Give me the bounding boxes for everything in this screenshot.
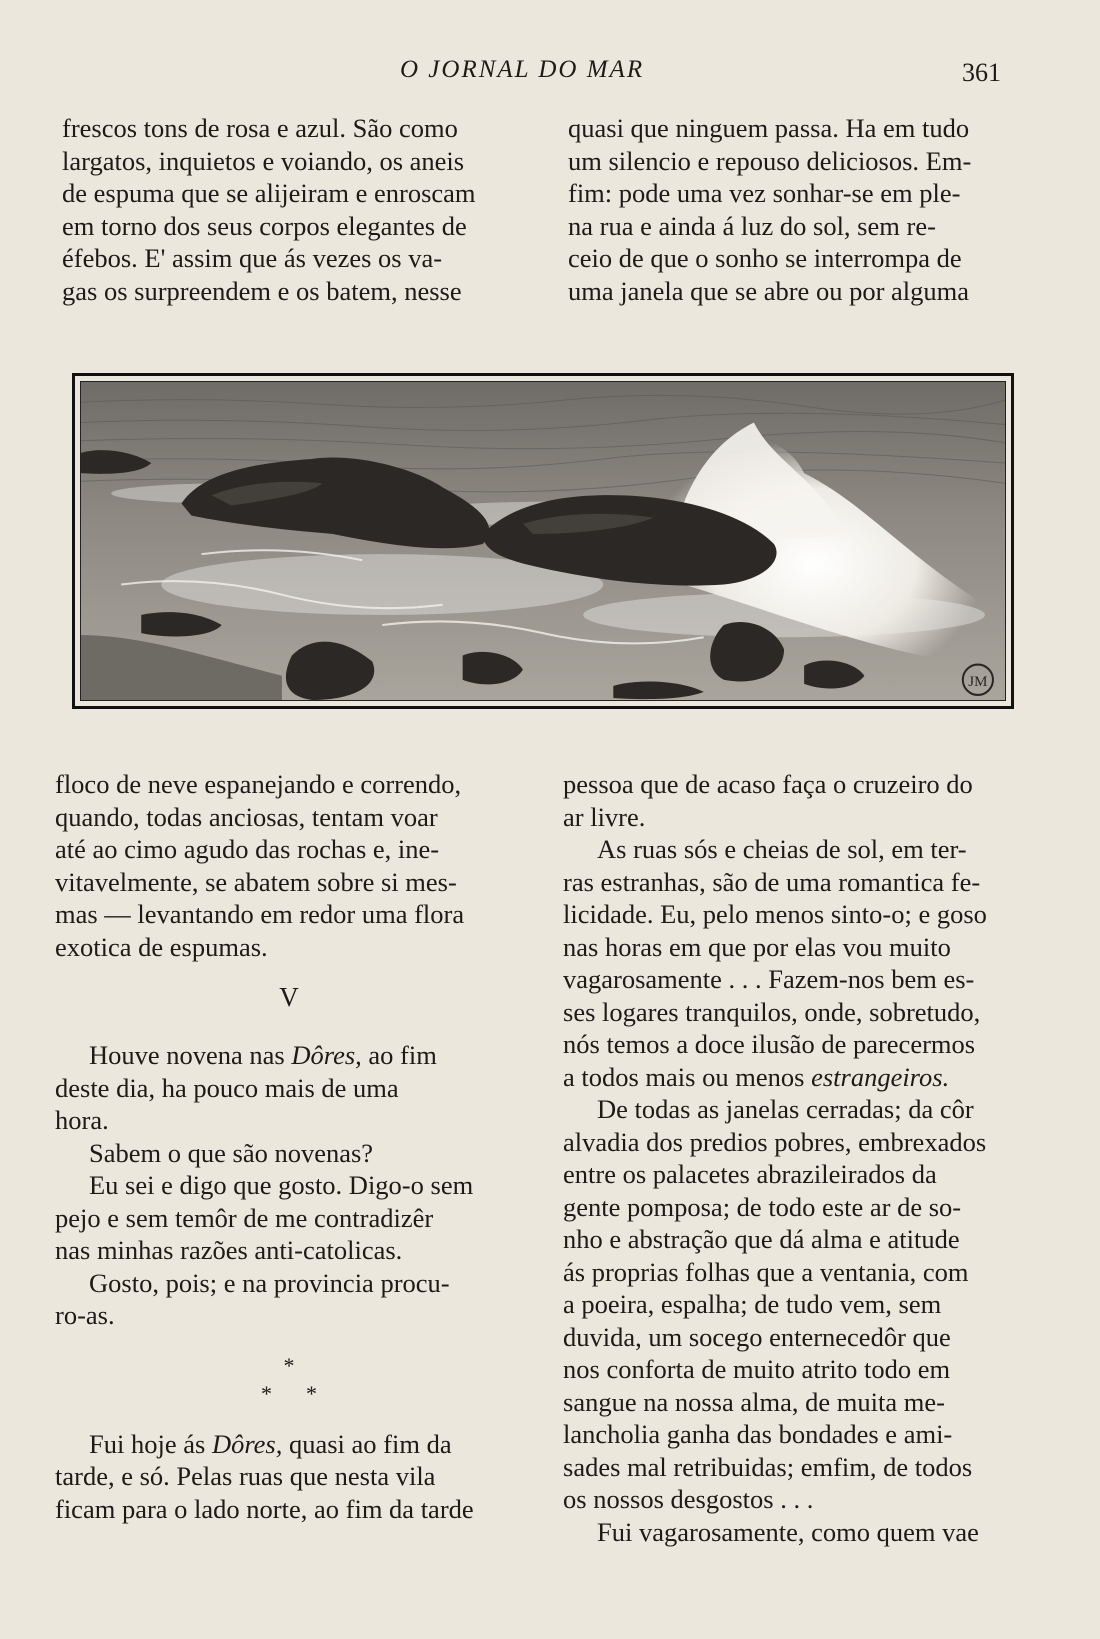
text-line: Sabem o que são novenas? (89, 1137, 374, 1168)
italic-text: estrangeiros. (811, 1061, 950, 1092)
text-line: nas horas em que por elas vou muito (563, 931, 951, 962)
text-line: ro-as. (55, 1300, 115, 1330)
text-line: largatos, inquietos e voiando, os aneis (62, 145, 465, 176)
text-line: De todas as janelas cerradas; da côr (597, 1094, 974, 1124)
text-span: Fui hoje ás (89, 1428, 212, 1459)
text-line: gas os surpreendem e os batem, nesse (62, 275, 462, 306)
text-span: quasi ao fim da (282, 1428, 452, 1459)
italic-text: Dôres, (211, 1428, 283, 1459)
text-line: vitavelmente, se abatem sobre si mes- (55, 866, 457, 897)
text-line: pessoa que de acaso faça o cruzeiro do (563, 769, 973, 799)
text-line: ficam para o lado norte, ao fim da tarde (55, 1493, 474, 1524)
text-line: Gosto, pois; e na provincia procu- (89, 1267, 450, 1298)
text-line: exotica de espumas. (55, 931, 268, 962)
text-line: fim: pode uma vez sonhar-se em ple- (568, 178, 961, 208)
text-line: vagarosamente . . . Fazem-nos bem es- (563, 964, 975, 994)
text-line: entre os palacetes abrazileirados da (563, 1159, 937, 1189)
italic-text: Dôres, (291, 1040, 362, 1070)
text-line: em torno dos seus corpos elegantes de (62, 210, 467, 241)
text-line: ras estranhas, são de uma romantica fe- (563, 866, 981, 897)
text-line: floco de neve espanejando e correndo, (55, 769, 462, 799)
text-line: um silencio e repouso deliciosos. Em- (568, 145, 972, 176)
waves-on-rocks-illustration (81, 382, 1005, 700)
text-line: uma janela que se abre ou por alguma (568, 275, 970, 306)
text-line: mas — levantando em redor uma flora (55, 899, 465, 929)
text-line (563, 1061, 1033, 1094)
text-line: Fui vagarosamente, como quem vae (597, 1516, 979, 1547)
text-line: até ao cimo agudo das rochas e, ine- (55, 834, 440, 864)
svg-text:JM: JM (968, 673, 988, 690)
text-span: a todos mais ou menos (563, 1061, 812, 1092)
text-line: os nossos desgostos . . . (563, 1484, 814, 1514)
text-line: deste dia, ha pouco mais de uma (55, 1072, 399, 1103)
page-number: 361 (962, 58, 1001, 87)
text-line: hora. (55, 1105, 109, 1135)
text-line: a poeira, espalha; de tudo vem, sem (563, 1289, 942, 1319)
text-span: ao fim (361, 1040, 437, 1070)
text-line: gente pomposa; de todo este ar de so- (563, 1191, 962, 1222)
text-span: Houve novena nas (89, 1040, 292, 1070)
text-line: nós temos a doce ilusão de parecermos (563, 1029, 976, 1059)
running-title: O JORNAL DO MAR (400, 56, 645, 83)
text-line: quando, todas anciosas, tentam voar (55, 801, 438, 832)
bottom-left-column (55, 768, 523, 1525)
text-line: alvadia dos predios pobres, embrexados (563, 1126, 987, 1157)
text-line: sangue na nossa alma, de muita me- (563, 1386, 945, 1417)
section-heading: V (279, 982, 299, 1012)
asterism (55, 1350, 523, 1408)
text-line: nho e abstração que dá alma e atitude (563, 1224, 960, 1254)
text-line (55, 1039, 523, 1072)
text-line: licidade. Eu, pelo menos sinto-o; e goso (563, 899, 987, 929)
text-line: tarde, e só. Pelas ruas que nesta vila (55, 1461, 436, 1491)
text-line: duvida, um socego enternecedôr que (563, 1321, 951, 1352)
running-head (0, 56, 1100, 96)
text-line: na rua e ainda á luz do sol, sem re- (568, 210, 936, 241)
top-left-column (62, 112, 524, 307)
text-line: As ruas sós e cheias de sol, em ter- (597, 834, 967, 864)
asterism-bottom: ** (261, 1380, 351, 1406)
text-line: lancholia ganha das bondades e ami- (563, 1419, 953, 1449)
text-line: pejo e sem temôr de me contradizêr (55, 1202, 434, 1233)
text-line: ceio de que o sonho se interrompa de (568, 243, 962, 273)
text-line: Eu sei e digo que gosto. Digo-o sem (89, 1170, 474, 1200)
asterism-top: * (283, 1352, 295, 1378)
text-line: quasi que ninguem passa. Ha em tudo (568, 113, 970, 143)
text-line: sades mal retribuidas; emfim, de todos (563, 1451, 973, 1482)
text-line: ar livre. (563, 801, 646, 832)
text-line (55, 1428, 523, 1461)
text-line: nos conforta de muito atrito todo em (563, 1354, 951, 1384)
text-line: éfebos. E' assim que ás vezes os va- (62, 243, 443, 273)
text-line: frescos tons de rosa e azul. São como (62, 113, 458, 143)
seascape-photograph (72, 373, 1014, 709)
top-right-column (568, 112, 1032, 307)
text-line: nas minhas razões anti-catolicas. (55, 1235, 403, 1265)
text-line: ses logares tranquilos, onde, sobretudo, (563, 996, 981, 1027)
bottom-right-column (563, 768, 1033, 1548)
text-line: de espuma que se alijeiram e enroscam (62, 178, 476, 208)
text-line: ás proprias folhas que a ventania, com (563, 1256, 969, 1287)
